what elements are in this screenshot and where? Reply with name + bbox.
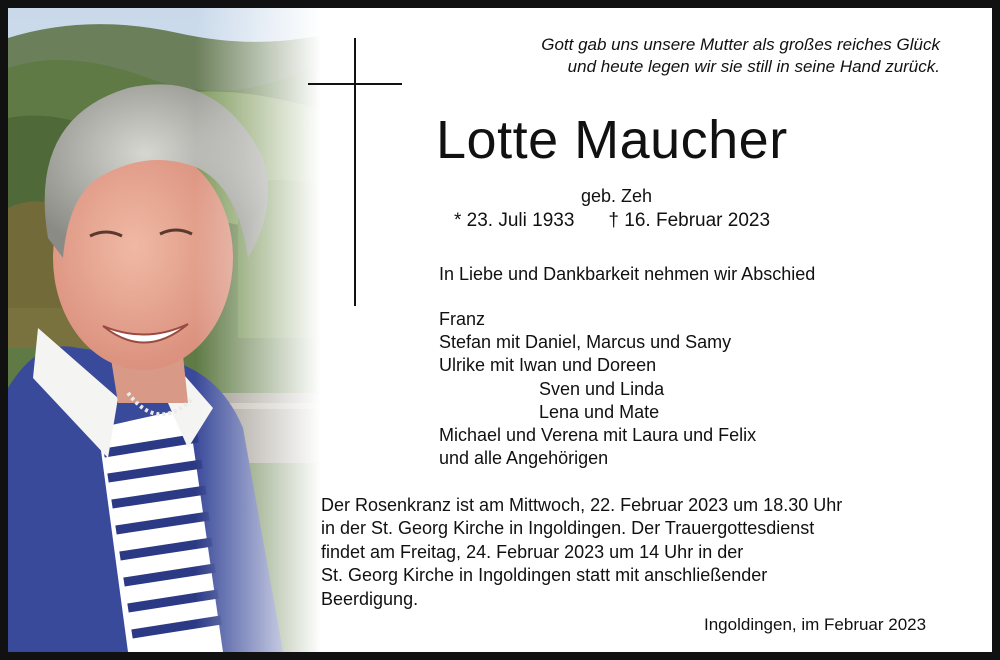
- cross-icon-bar: [308, 83, 402, 85]
- quote: [496, 34, 940, 78]
- life-dates: [454, 208, 770, 234]
- family-member: und alle Angehörigen: [439, 448, 609, 469]
- family-member: Michael und Verena mit Laura und Felix: [439, 425, 757, 446]
- quote-line: Gott gab uns unsere Mutter als großes reiches Glück: [541, 35, 940, 54]
- service-line: findet am Freitag, 24. Februar 2023 um 14 Uhr in der: [321, 541, 744, 562]
- death-date: † 16. Februar 2023: [608, 210, 771, 231]
- quote-line: und heute legen wir sie still in seine Hand zurück.: [567, 57, 940, 76]
- service-line: Der Rosenkranz ist am Mittwoch, 22. Februar 2023 um 18.30 Uhr: [321, 495, 843, 515]
- service-line: St. Georg Kirche in Ingoldingen statt mit anschließender: [321, 565, 768, 586]
- place-date: Ingoldingen, im Februar 2023: [704, 615, 927, 634]
- family-member: Sven und Linda: [539, 378, 665, 399]
- maiden-name: geb. Zeh: [581, 186, 653, 206]
- service-details: [321, 494, 842, 611]
- cross-icon: [354, 38, 356, 306]
- service-line: in der St. Georg Kirche in Ingoldingen. Der Trauergottesdienst: [321, 518, 815, 539]
- family-member: Stefan mit Daniel, Marcus und Samy: [439, 332, 732, 353]
- family-member: Lena und Mate: [539, 401, 660, 422]
- birth-date: * 23. Juli 1933: [454, 210, 575, 231]
- portrait-photo: [8, 8, 348, 652]
- family-member: Franz: [439, 309, 486, 329]
- farewell-text: In Liebe und Dankbarkeit nehmen wir Abschied: [439, 264, 816, 284]
- deceased-name: Lotte Maucher: [436, 110, 788, 170]
- family-member: Ulrike mit Iwan und Doreen: [439, 355, 657, 376]
- family-list: [439, 308, 756, 470]
- service-line: Beerdigung.: [321, 588, 419, 609]
